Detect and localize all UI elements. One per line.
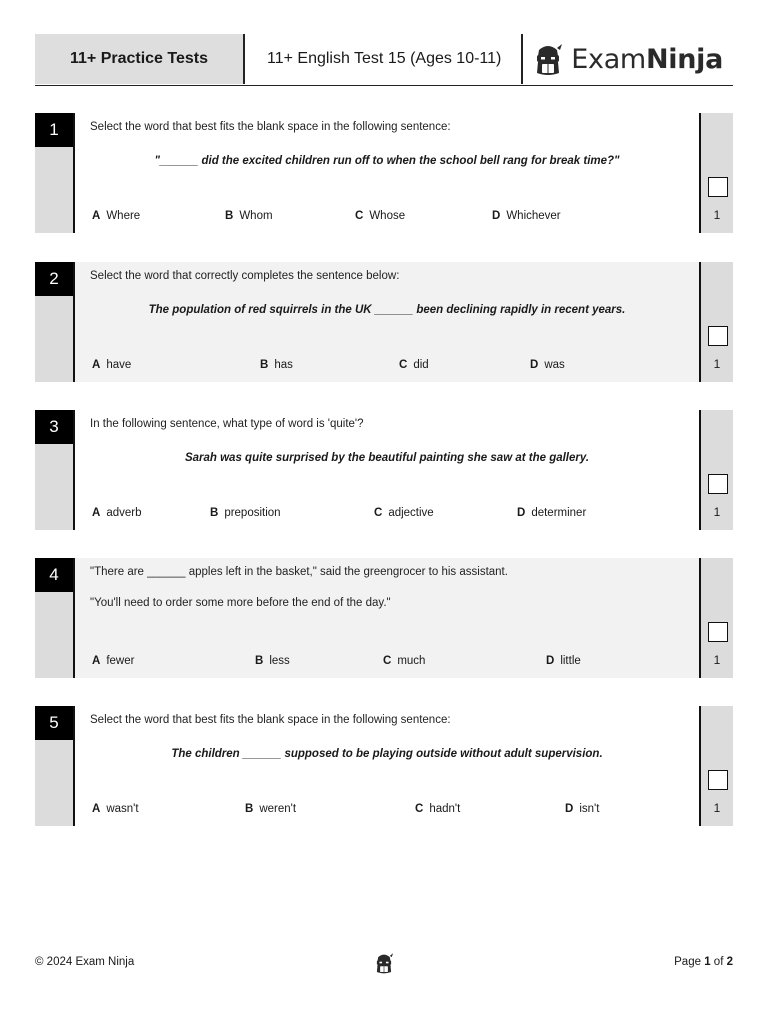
option-c[interactable]: C much xyxy=(383,655,426,667)
answer-checkbox[interactable] xyxy=(708,622,728,642)
logo-ninja-text: Ninja xyxy=(645,43,723,75)
question-number: 4 xyxy=(35,558,73,592)
option-d[interactable]: D was xyxy=(530,359,565,371)
total-pages: 2 xyxy=(726,956,733,968)
logo-exam-text: Exam xyxy=(571,43,646,75)
page-header xyxy=(35,34,733,86)
question-5 xyxy=(35,706,733,826)
option-c[interactable]: C Whose xyxy=(355,210,406,222)
question-3 xyxy=(35,410,733,530)
marks-panel xyxy=(699,113,733,233)
option-b[interactable]: B Whom xyxy=(225,210,273,222)
option-b[interactable]: B less xyxy=(255,655,290,667)
question-2 xyxy=(35,262,733,382)
option-d[interactable]: D isn't xyxy=(565,803,600,815)
question-1 xyxy=(35,113,733,233)
marks-value: 1 xyxy=(713,357,721,371)
question-4 xyxy=(35,558,733,678)
question-number: 1 xyxy=(35,113,73,147)
option-c[interactable]: C did xyxy=(399,359,429,371)
marks-panel xyxy=(699,706,733,826)
question-number: 2 xyxy=(35,262,73,296)
marks-value: 1 xyxy=(713,653,721,667)
option-a[interactable]: A wasn't xyxy=(92,803,139,815)
question-number: 3 xyxy=(35,410,73,444)
option-c[interactable]: C hadn't xyxy=(415,803,461,815)
practice-tests-label: 11+ Practice Tests xyxy=(35,34,245,84)
question-sentence: The population of red squirrels in the UK ______ been declining rapidly in recent years. xyxy=(148,304,626,316)
current-page: 1 xyxy=(704,956,711,968)
question-sentence: Sarah was quite surprised by the beautiful painting she saw at the gallery. xyxy=(184,452,590,464)
question-prompt-continued: "You'll need to order some more before the end of the day." xyxy=(90,597,391,609)
marks-panel xyxy=(699,262,733,382)
answer-checkbox[interactable] xyxy=(708,326,728,346)
question-prompt: Select the word that correctly completes the sentence below: xyxy=(90,270,400,282)
marks-value: 1 xyxy=(713,208,721,222)
page-indicator: Page 1 of 2 xyxy=(674,956,733,968)
option-d[interactable]: D little xyxy=(546,655,581,667)
answer-checkbox[interactable] xyxy=(708,474,728,494)
question-sentence: The children ______ supposed to be playing outside without adult supervision. xyxy=(171,748,603,760)
marks-value: 1 xyxy=(713,505,721,519)
question-prompt: "There are ______ apples left in the basket," said the greengrocer to his assistant. xyxy=(90,566,508,578)
option-b[interactable]: B has xyxy=(260,359,293,371)
option-d[interactable]: D determiner xyxy=(517,507,587,519)
exam-ninja-logo xyxy=(523,34,733,84)
question-prompt: Select the word that best fits the blank space in the following sentence: xyxy=(90,714,451,726)
ninja-icon xyxy=(533,42,563,76)
option-a[interactable]: A fewer xyxy=(92,655,135,667)
question-number: 5 xyxy=(35,706,73,740)
option-a[interactable]: A have xyxy=(92,359,132,371)
marks-panel xyxy=(699,558,733,678)
option-d[interactable]: D Whichever xyxy=(492,210,561,222)
question-prompt: In the following sentence, what type of word is 'quite'? xyxy=(90,418,364,430)
ninja-icon xyxy=(374,952,394,974)
option-a[interactable]: A Where xyxy=(92,210,141,222)
option-b[interactable]: B preposition xyxy=(210,507,281,519)
copyright-text: © 2024 Exam Ninja xyxy=(35,956,135,968)
answer-checkbox[interactable] xyxy=(708,770,728,790)
answer-checkbox[interactable] xyxy=(708,177,728,197)
marks-value: 1 xyxy=(713,801,721,815)
question-prompt: Select the word that best fits the blank space in the following sentence: xyxy=(90,121,451,133)
marks-panel xyxy=(699,410,733,530)
question-sentence: "______ did the excited children run off to when the school bell rang for break time?" xyxy=(154,155,620,167)
option-a[interactable]: A adverb xyxy=(92,507,142,519)
option-b[interactable]: B weren't xyxy=(245,803,297,815)
option-c[interactable]: C adjective xyxy=(374,507,434,519)
test-title: 11+ English Test 15 (Ages 10-11) xyxy=(245,34,523,84)
